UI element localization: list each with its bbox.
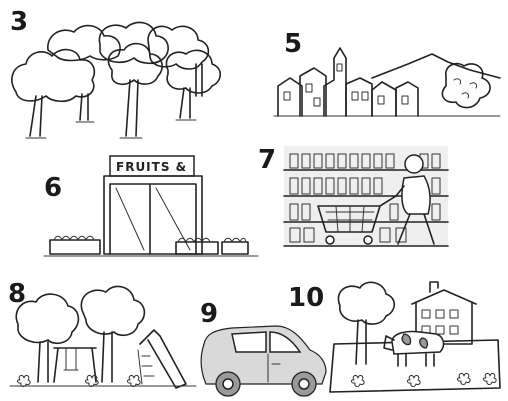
forest-icon <box>12 22 220 138</box>
car-icon <box>201 326 326 396</box>
playground-icon <box>10 286 196 388</box>
panel-number-3: 3 <box>10 7 29 37</box>
panel-number-5: 5 <box>284 29 303 59</box>
shop-sign-text: FRUITS & <box>116 160 188 174</box>
supermarket-icon <box>284 146 448 246</box>
panel-village <box>274 29 500 116</box>
panel-number-7: 7 <box>258 145 277 175</box>
panel-number-9: 9 <box>200 299 219 329</box>
village-icon <box>274 48 500 116</box>
farm-icon <box>330 282 500 392</box>
panel-playground <box>8 279 196 388</box>
fruit-shop-icon <box>44 156 258 256</box>
panel-number-10: 10 <box>288 283 325 313</box>
panel-car <box>200 299 326 396</box>
panel-number-8: 8 <box>8 279 27 309</box>
panel-forest <box>10 7 220 138</box>
panel-number-6: 6 <box>44 173 63 203</box>
panel-fruit-shop <box>44 156 258 256</box>
shopper-head <box>405 155 423 173</box>
panel-supermarket <box>258 145 448 246</box>
